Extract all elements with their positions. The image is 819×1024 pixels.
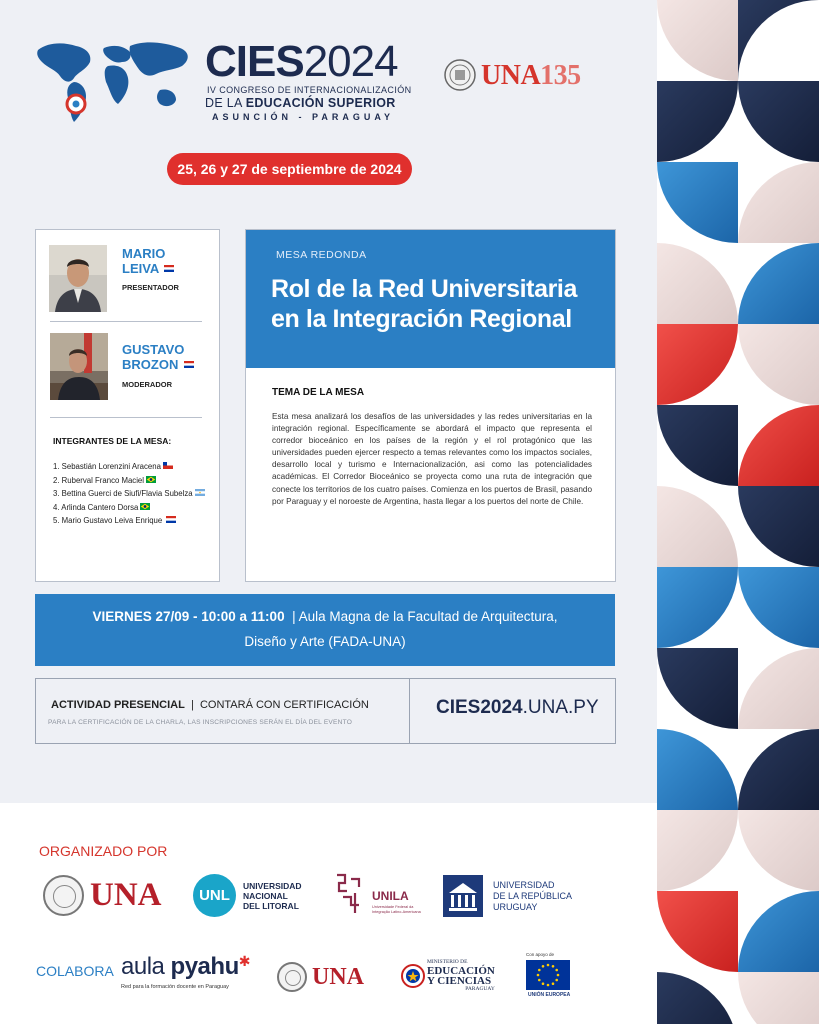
divider: [50, 321, 202, 322]
aula-pyahu-logo: aula pyahu✱: [121, 953, 250, 980]
members-list: [53, 460, 205, 528]
paraguay-flag-icon: [164, 265, 174, 272]
decorative-pattern: [657, 0, 819, 1024]
una-seal-icon: [43, 875, 84, 916]
activity-mode: ACTIVIDAD PRESENCIAL | CONTARÁ CON CERTIFICACIÓN: [51, 699, 369, 711]
brazil-flag-icon: [140, 503, 150, 510]
cies-logo-title: CIES2024: [205, 37, 398, 86]
una135-logo: UNA135: [481, 60, 581, 91]
mec-logo-text: MINISTERIO DE EDUCACIÓN Y CIENCIAS PARAGUAY: [427, 959, 495, 992]
collaborates-label: COLABORA: [36, 963, 114, 979]
una-seal-icon: [277, 962, 307, 992]
session-type-label: MESA REDONDA: [276, 249, 367, 261]
moderator-photo: [50, 333, 108, 400]
website-link[interactable]: CIES2024.UNA.PY: [436, 697, 599, 718]
udelar-emblem-icon: [443, 875, 483, 917]
brazil-flag-icon: [146, 476, 156, 483]
event-dates-badge: 25, 26 y 27 de septiembre de 2024: [167, 153, 412, 185]
congress-location: ASUNCIÓN - PARAGUAY: [212, 112, 395, 122]
list-item: 4. Arlinda Cantero Dorsa: [53, 501, 205, 515]
unl-logo-text: UNIVERSIDAD NACIONAL DEL LITORAL: [243, 881, 302, 911]
unila-emblem-icon: [333, 869, 373, 917]
speakers-card: [35, 229, 220, 582]
list-item: 5. Mario Gustavo Leiva Enrique: [53, 514, 205, 528]
unl-logo-badge: UNL: [193, 874, 236, 917]
schedule-line-2: Diseño y Arte (FADA-UNA): [244, 634, 406, 649]
activity-info-box: [35, 678, 616, 744]
organized-by-label: ORGANIZADO POR: [39, 843, 168, 859]
paraguay-flag-icon: [166, 516, 176, 523]
list-item: 1. Sebastián Lorenzini Aracena: [53, 460, 205, 474]
schedule-line-1: VIERNES 27/09 - 10:00 a 11:00 | Aula Magna de la Facultad de Arquitectura,: [92, 609, 558, 624]
world-map-logo: [34, 38, 194, 128]
presenter-photo: [49, 245, 107, 312]
moderator-role: MODERADOR: [122, 380, 172, 389]
udelar-logo-text: UNIVERSIDAD DE LA REPÚBLICA URUGUAY: [493, 880, 573, 912]
unila-subtitle: Universidade Federal da Integração Latino-Americana: [372, 905, 421, 914]
eu-flag-icon: [526, 960, 570, 990]
unila-logo-text: UNILA: [372, 889, 409, 903]
presenter-name: MARIO LEIVA: [122, 246, 174, 276]
paraguay-flag-icon: [184, 361, 194, 368]
chile-flag-icon: [163, 462, 173, 469]
session-card: [245, 229, 616, 582]
list-item: 3. Bettina Guerci de Siufi/Flavia Subelza: [53, 487, 205, 501]
argentina-flag-icon: [195, 489, 205, 496]
certification-note: PARA LA CERTIFICACIÓN DE LA CHARLA, LAS INSCRIPCIONES SERÁN EL DÍA DEL EVENTO: [48, 719, 353, 726]
divider: [50, 417, 202, 418]
congress-subtitle: IV CONGRESO DE INTERNACIONALIZACIÓN: [207, 85, 412, 95]
session-header: [246, 230, 615, 368]
topic-heading: TEMA DE LA MESA: [272, 387, 365, 398]
una-seal-icon: [444, 59, 476, 91]
schedule-banner: [35, 594, 615, 666]
star-icon: ✱: [238, 953, 250, 969]
presenter-role: PRESENTADOR: [122, 283, 179, 292]
footer-logos: [0, 803, 657, 1024]
eu-support-label: Con apoyo de: [526, 952, 555, 957]
divider: [409, 679, 410, 743]
una-logo-text: UNA: [312, 964, 364, 990]
list-item: 2. Ruberval Franco Maciel: [53, 474, 205, 488]
eu-label: UNIÓN EUROPEA: [528, 992, 571, 998]
members-title: INTEGRANTES DE LA MESA:: [53, 436, 172, 446]
topic-description: Esta mesa analizará los desafíos de las universidades y las redes universitarias en la integración regional. Específicamente se abordará el impacto que representa el corredor bioceánico en los países de la región y el rol protagónico que las universidades pueden ejercer respecto a temas relevantes como los impactos sociales, desarrollo local y turismo e Internacionalización, asi como las potencialidades académicas. El Corredor Bioceánico se proyecta como una ruta de integración que conecte los territorios de los cuatro países. Comienza en los puertos de Brasil, pasando por Paraguay y el noroeste de Argentina, hasta llegar a los puertos del norte de Chile.: [272, 412, 592, 506]
paraguay-star-emblem-icon: [401, 964, 425, 988]
session-title: Rol de la Red Universitaria en la Integración Regional: [271, 275, 577, 333]
moderator-name: GUSTAVO BROZON: [122, 342, 194, 372]
congress-subtitle-2: DE LA EDUCACIÓN SUPERIOR: [205, 96, 396, 110]
aula-pyahu-subtitle: Red para la formación docente en Paraguay: [121, 984, 229, 990]
una-logo-text: UNA: [90, 877, 162, 913]
